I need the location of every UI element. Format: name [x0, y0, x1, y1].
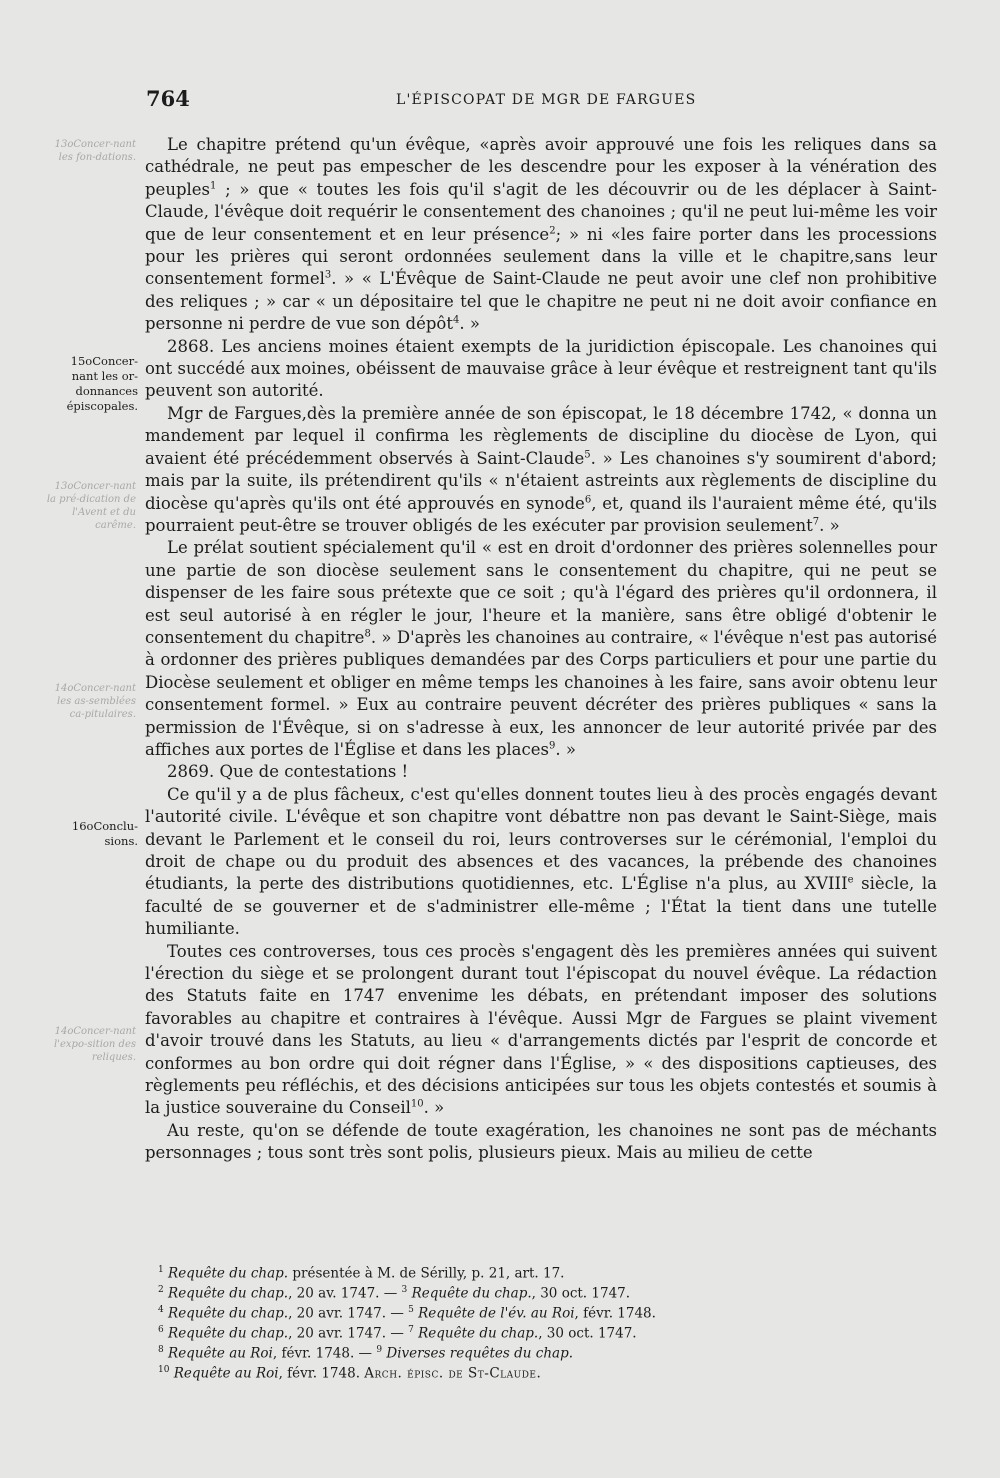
paragraph	[145, 134, 937, 336]
footnote-number: 5	[408, 1304, 414, 1315]
text-run: . »	[423, 1098, 445, 1118]
footnote-source: Diverses requêtes du chap.	[386, 1345, 574, 1362]
paragraph	[145, 1120, 937, 1165]
paragraph	[145, 403, 937, 537]
text-run: . »	[555, 739, 576, 759]
footnote-source: Requête au Roi	[173, 1365, 279, 1382]
paragraph	[145, 537, 937, 761]
footnote-source: Requête de l'év. au Roi	[418, 1305, 575, 1322]
page-header	[140, 86, 940, 116]
footnote-number: 8	[158, 1344, 164, 1355]
footnote-number: 6	[158, 1324, 164, 1335]
footnote-number: 4	[158, 1304, 164, 1315]
footnotes	[158, 1262, 778, 1381]
footnote-ref: 8	[364, 628, 371, 640]
footnote-number: 10	[158, 1364, 170, 1375]
footnote-ref: 1	[210, 180, 217, 192]
page-number: 764	[146, 86, 190, 111]
paragraph	[145, 336, 937, 403]
footnote	[158, 1302, 778, 1322]
footnote-text: , 20 av. 1747. —	[288, 1285, 402, 1302]
footnote-ref: 9	[549, 740, 556, 752]
text-run: Ce qu'il y a de plus fâcheux, c'est qu'elles donnent toutes lieu à des procès engagés devant l'autorité civile. L'évêque et son chapitre vont débattre non pas devant le Saint-Siège, mais devant le Parlement et le conseil du roi, leurs controverses sur le cérémonial, l'emploi du droit de chape ou du produit des absences et des vacances, la prébende des chanoines étudiants, la perte des distributions quotidiennes, etc. L'Église n'a plus, au XVIII	[145, 784, 937, 894]
footnote-text: , 30 oct. 1747.	[531, 1285, 631, 1302]
footnote-number: 9	[376, 1344, 383, 1355]
footnote-text: , 20 avr. 1747. —	[288, 1325, 409, 1342]
text-run: , et, quand ils l'auraient même été, qu'ils pourraient peut-être se trouver obligés de les exécuter par provision seulement	[145, 493, 937, 535]
footnote	[158, 1262, 778, 1282]
text-run: Au reste, qu'on se défende de toute exagération, les chanoines ne sont pas de méchants personnages ; tous sont très sont polis, plusieurs pieux. Mais au milieu de cette	[145, 1120, 937, 1163]
footnote-text: , 20 avr. 1747. —	[288, 1305, 409, 1322]
paragraph	[145, 761, 937, 783]
footnote-number: 7	[408, 1324, 414, 1335]
footnote-ref: 6	[584, 494, 592, 505]
footnote-text: , févr. 1748.	[278, 1365, 365, 1382]
text-run: ; » ni «les faire porter dans les processions pour les prières qui seront ordonnées seulement dans la ville et le chapitre,sans leur consentement formel	[145, 224, 937, 289]
footnote-source: Requête du chap.	[168, 1285, 289, 1302]
footnote-source: Requête du chap.	[168, 1265, 289, 1282]
footnote	[158, 1362, 778, 1382]
text-run: siècle, la faculté de se gouverner et de s'administrer elle-même ; l'État la tient dans une tutelle humiliante.	[145, 874, 937, 939]
footnote-source: Requête du chap.	[411, 1285, 532, 1302]
footnote-ref: 4	[452, 314, 460, 326]
footnote	[158, 1282, 778, 1302]
ghost-margin-note: 13oConcer-nant les fon-dations.	[54, 139, 136, 163]
main-text	[145, 134, 937, 1165]
text-run: . »	[819, 515, 840, 535]
footnote-number: 2	[158, 1284, 164, 1295]
footnote-number: 3	[401, 1284, 408, 1295]
margin-note-15: 15oConcer-nant les or-donnances épiscopales.	[66, 354, 138, 413]
footnote-text: , févr. 1748.	[574, 1305, 656, 1322]
text-run: Le prélat soutient spécialement qu'il « est en droit d'ordonner des prières solennelles pour une partie de son diocèse seulement sans le consentement du chapitre, qui ne peut se dispenser de les faire sous prétexte que ce soit ; qu'à l'égard des prières qu'il ordonnera, il est seul autorisé à en régler le jour, l'heure et la manière, sans être obligé d'obtenir le consentement du chapitre	[145, 538, 937, 647]
paragraph	[145, 784, 937, 941]
superscript: e	[847, 874, 854, 886]
text-run: Toutes ces controverses, tous ces procès s'engagent dès les premières années qui suivent l'érection du siège et se prolongent durant tout l'épiscopat du nouvel évêque. La rédaction des Statuts faite en 1747 envenime les débats, en prétendant imposer des solutions favorables au chapitre et contraires à l'évêque. Aussi Mgr de Fargues se plaint vivement d'avoir trouvé dans les Statuts, au lieu « d'arrangements dictés par l'esprit de concorde et conformes au bon ordre qui doit régner dans l'Église, » « des dispositions captieuses, des règlements peu réfléchis, et des décisions anticipées sur tous les objets contestés et soumis à la justice souveraine du Conseil	[145, 941, 937, 1118]
footnote	[158, 1322, 778, 1342]
footnote	[158, 1342, 778, 1362]
ghost-margin-note: 14oConcer-nant les as-semblées ca-pitulaires.	[54, 683, 136, 720]
footnote-source: Requête du chap.	[168, 1325, 289, 1342]
text-run: ; » que « toutes les fois qu'il s'agit de les découvrir ou de les déplacer à Saint-Claude, l'évêque doit requérir le consentement des chanoines ; qu'il ne peut lui-même les voir que de leur consentement et en leur présence	[145, 179, 937, 244]
text-run: Mgr de Fargues,dès la première année de son épiscopat, le 18 décembre 1742, « donna un mandement par lequel il confirma les règlements de discipline du diocèse de Lyon, qui avaient été précédemment observés à Saint-Claude	[145, 403, 937, 468]
text-run: . » « L'Évêque de Saint-Claude ne peut avoir une clef non prohibitive des reliques ; » car « un dépositaire tel que le chapitre ne peut ni ne doit avoir confiance en personne ni perdre de vue son dépôt	[145, 269, 937, 334]
ghost-margin-note: 13oConcer-nant la pré-dication de l'Avent et du carême.	[46, 481, 136, 531]
paragraph	[145, 941, 937, 1120]
archive-reference: Arch. épisc. de St-Claude.	[364, 1365, 542, 1382]
footnote-ref: 2	[549, 225, 556, 237]
ghost-margin-note: 14oConcer-nant l'expo-sition des reliques.	[54, 1026, 136, 1063]
text-run: Le chapitre prétend qu'un évêque, «après avoir approuvé une fois les reliques dans sa cathédrale, ne peut pas empescher de les descendre pour les exposer à la vénération des peuples	[145, 135, 937, 199]
footnote-source: Requête du chap.	[168, 1305, 289, 1322]
footnote-source: Requête au Roi	[168, 1345, 273, 1362]
footnote-number: 1	[158, 1265, 164, 1275]
text-run: 2868. Les anciens moines étaient exempts de la juridiction épiscopale. Les chanoines qui ont succédé aux moines, obéissent de mauvaise grâce à leur évêque et restreignent tant qu'ils peuvent son autorité.	[145, 336, 937, 401]
text-run: . » D'après les chanoines au contraire, « l'évêque n'est pas autorisé à ordonner des prières publiques demandées par des Corps particuliers et pour une partie du Diocèse seulement et obliger en même temps les chanoines à les faire, sans avoir obtenu leur consentement formel. » Eux au contraire peuvent décréter des prières publiques « sans la permission de l'Évêque, si on s'adresse à eux, les annoncer de leur autorité privée par des affiches aux portes de l'Église et dans les places	[145, 627, 937, 759]
text-run: 2869. Que de contestations !	[167, 762, 409, 782]
margin-note-16: 16oConclu-sions.	[71, 819, 138, 848]
text-run: . » Les chanoines s'y soumirent d'abord; mais par la suite, ils prétendirent qu'ils « n'étaient astreints aux règlements de discipline du diocèse qu'après qu'ils ont été approuvés en synode	[145, 448, 937, 513]
footnote-ref: 5	[584, 449, 591, 461]
footnote-ref: 7	[812, 516, 820, 528]
text-run: . »	[459, 314, 480, 334]
footnote-text: , 30 oct. 1747.	[538, 1325, 637, 1342]
running-title: L'ÉPISCOPAT DE MGR DE FARGUES	[396, 92, 697, 108]
footnote-ref: 10	[410, 1098, 424, 1110]
footnote-source: Requête du chap.	[418, 1325, 539, 1342]
footnote-text: présentée à M. de Sérilly, p. 21, art. 17.	[288, 1265, 565, 1282]
footnote-ref: 3	[324, 269, 332, 281]
footnote-text: , févr. 1748. —	[272, 1345, 377, 1362]
